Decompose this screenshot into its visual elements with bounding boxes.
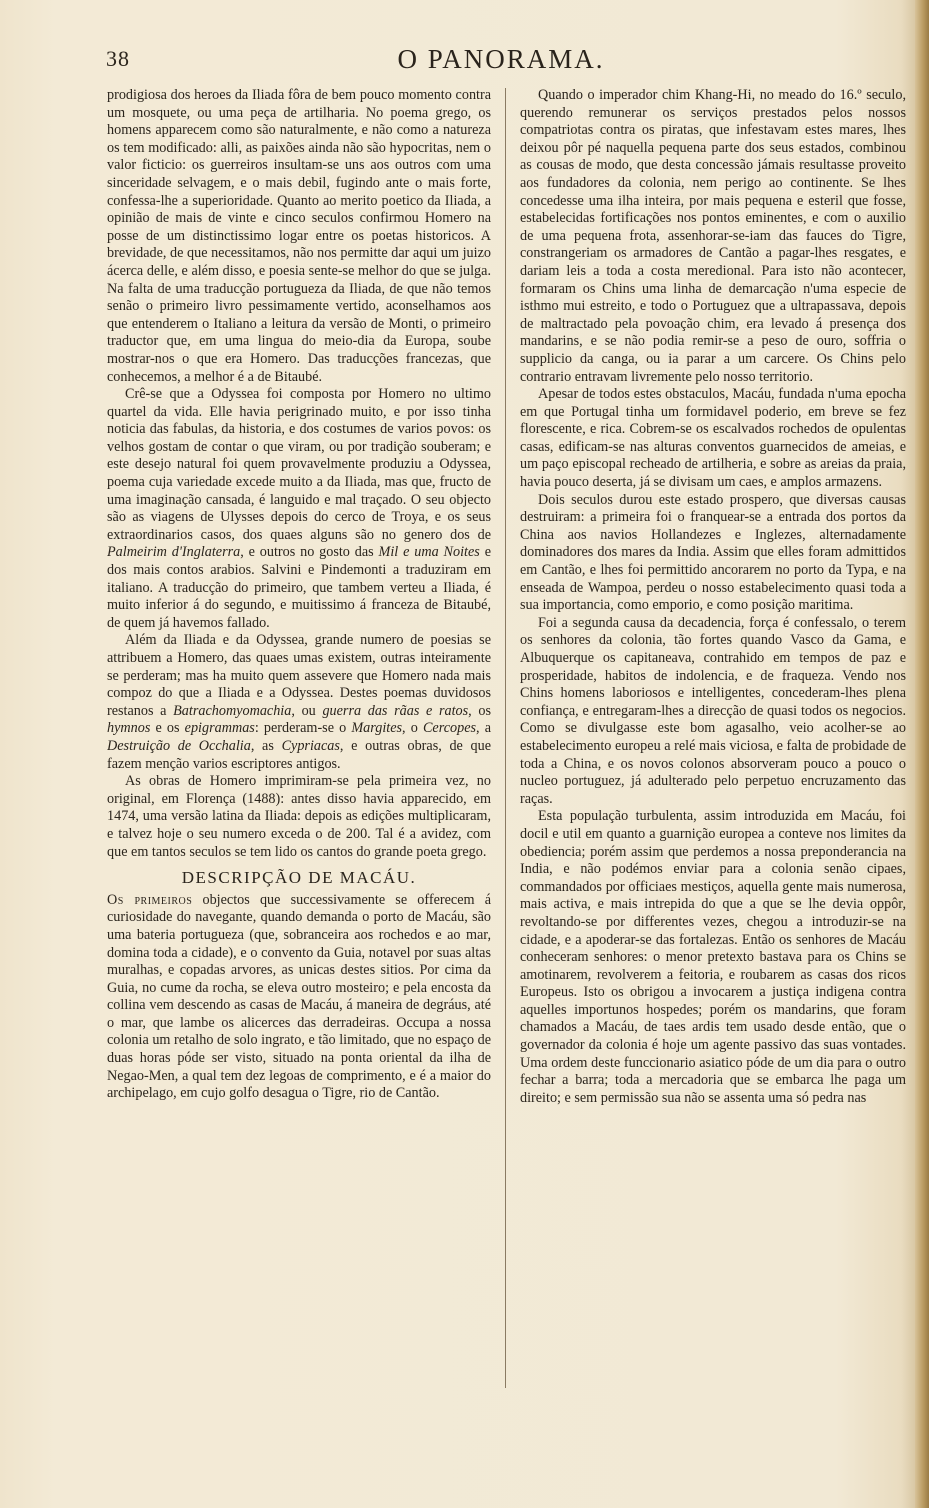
left-paragraph-1: prodigiosa dos heroes da Iliada fôra de bem pouco momento contra um mosquete, ou uma peça de artilharia. No poema grego, os homens apparecem como são naturalmente, e não como a natureza os tem modificado: alli, as paixões ainda não são hypocritas, nem o valor ficticio: os guerreiros insultam-se uns aos outros com uma sinceridade selvagem, e o mais debil, fugindo ante o mais forte, confessa-lhe a superioridade. Quanto ao merito poetico da Iliada, a opinião de mais de vinte e cinco seculos confirmou Homero na posse de um distinctissimo logar entre os poetas historicos. A brevidade, de que necessitamos, não nos permitte dar aqui um juizo ácerca delle, e além disso, e poesia sente-se melhor do que se julga. Na falta de uma traducção portugueza da Iliada, de que não temos senão o primeiro livro pessimamente vertido, aconselhamos aos que entenderem o Italiano a leitura da versão de Monti, o primeiro traductor que, em uma lingua do meio-dia da Europa, soube mostrar-nos o que era Homero. Das traducções francezas, que conhecemos, a melhor é a de Bitaubé. <box>107 87 491 385</box>
italic-title: epigrammas <box>184 720 255 737</box>
italic-title: Mil e uma Noites <box>378 544 480 561</box>
left-paragraph-2 <box>107 386 491 632</box>
right-paragraph-5: Esta população turbulenta, assim introduzida em Macáu, foi docil e util em quanto a guarnição europea a conteve nos limites da obediencia; porém assim que perdemos a nossa preponderancia na India, e não podémos enviar para a colonia senão cipaes, commandados por officiaes mestiços, aquella gente mais numerosa, mais activa, e mais intrepida do que a que se lhe devia oppôr, revoltando-se por differentes vezes, chegou a introduzir-se na cidade, e a apoderar-se das fortalezas. Então os senhores de Macáu conheceram senhores: o menor pretexto bastava para os Chins se amotinarem, revolverem a feitoria, e roubarem as casas dos ricos Europeus. Isto os obrigou a invocarem a justiça indigena contra aquelles importunos hospedes; porém os mandarins, que foram chamados a Macáu, de taes ardis tem usado desde então, que o governador da colonia é hoje um agente passivo das suas vontades. Uma ordem deste funccionario asiatico póde de um dia para o outro fechar a barra; toda a mercadoria que se embarca lhe paga um direito; e sem permissão sua não se assenta uma só pedra nas <box>520 808 906 1106</box>
page-edge <box>915 0 929 1508</box>
page-header <box>106 44 896 78</box>
small-caps-lead: Os primeiros <box>107 891 193 908</box>
italic-title: Palmeirim d'Inglaterra <box>107 544 241 561</box>
text-run: Crê-se que a Odyssea foi composta por Homero no ultimo quartel da vida. Elle havia perigrinado muito, e por isso tinha noticia das fabulas, da historia, e dos costumes de varios povos: os velhos gostam de contar o que viram, ou por tradição souberam; e este desejo natural foi quem provavelmente produziu a Odyssea, poema cuja variedade excede muito a da Iliada, mas que, fructo de uma imaginação cansada, é languido e mal traçado. O seu objecto são as viagens de Ulysses depois do cerco de Troya, e os seus extraordinarios casos, dos quaes alguns são no genero dos de <box>107 386 491 543</box>
right-paragraph-4: Foi a segunda causa da decadencia, força é confessalo, o terem os senhores da colonia, tão fortes quando Vasco da Gama, e Albuquerque os capitaneava, contrahido em tempos de paz e prosperidade, habitos de indolencia, e de fraqueza. Vendo nos Chins homens laboriosos e intelligentes, concederam-lhes plena confiança, e entregaram-lhes a direcção de quasi todos os negocios. Como se divulgasse este bom agasalho, veio acolher-se ao estabelecimento europeu a relé mais viciosa, e falta de probidade de toda a China, e os novos colonos absorveram pouco a pouco o nucleo portuguez, já adulterado pelo perpetuo encruzamento das raças. <box>520 614 906 807</box>
italic-title: guerra das rãas e ratos <box>322 702 469 719</box>
text-run: , a <box>476 720 491 737</box>
text-run: objectos que successivamente se offerecem á curiosidade do navegante, quando demanda o porto de Macáu, são uma bateria portugueza (que, sobranceira aos rochedos e ao mar, domina toda a cidade), e o convento da Guia, notavel por suas altas muralhas, e copadas arvores, as unicas destes sitios. Por cima da Guia, no cume da rocha, se eleva outro mosteiro; e pela encosta da collina vem descendo as casas de Macáu, á maneira de degráus, até o mar, que lambe os alicerces das derradeiras. Occupa a nossa colonia um retalho de solo ingrato, e tão limitado, que no espaço de duas horas póde ser visto, situado na ponta oriental da ilha de Negao-Men, a qual tem dez legoas de comprimento, e é a maior do archipelago, em cujo golfo desagua o Tigre, rio de Cantão. <box>107 891 491 1102</box>
left-column <box>107 87 491 1387</box>
text-run: , os <box>468 702 491 719</box>
right-column <box>520 87 906 1387</box>
right-paragraph-2: Apesar de todos estes obstaculos, Macáu, fundada n'uma epocha em que Portugal tinha um formidavel poderio, em breve se fez florescente, e rica. Cobrem-se os escalvados rochedos de opulentas casas, edificam-se nas alturas conventos guarnecidos de ameias, e um paço episcopal recheado de artilheria, e sobre as areias da praia, havia pouco deserta, já se divisam um caes, e amplos armazens. <box>520 386 906 491</box>
left-paragraph-3 <box>107 632 491 773</box>
italic-title: Destruição de Occhalia <box>107 737 251 754</box>
text-run: e dos mais contos arabios. Salvini e Pindemonti a traduziram em italiano. A traducção do primeiro, que tambem verteu a Iliada, é muito inferior á do segundo, e muitissimo á franceza de Bitaubé, de quem já havemos fallado. <box>107 544 491 631</box>
text-run: , as <box>250 737 282 754</box>
text-run: , e outros no gosto das <box>240 544 379 561</box>
left-paragraph-4: As obras de Homero imprimiram-se pela primeira vez, no original, em Florença (1488): antes disso havia apparecido, em 1474, uma versão latina da Iliada: depois as edições multiplicaram, e talvez hoje o seu numero exceda o de 200. Tal é a avidez, com que em tantos seculos se tem lido os cantos do grande poeta grego. <box>107 773 491 860</box>
italic-title: Margites <box>351 720 403 737</box>
section-heading: DESCRIPÇÃO DE MACÁU. <box>181 868 417 888</box>
left-paragraph-5 <box>107 892 491 1103</box>
right-paragraph-3: Dois seculos durou este estado prospero, que diversas causas destruiram: a primeira foi o franquear-se a entrada dos portos da China aos navios Hollandezes e Inglezes, alternadamente dominadores dos mares da India. Assim que elles foram admittidos em Cantão, e lhes foi permittido ancorarem no porto da Typa, e na enseada de Wampoa, perdeu o nosso estabelecimento quasi toda a sua importancia, como emporio, e como posição maritima. <box>520 491 906 614</box>
text-run: Além da Iliada e da Odyssea, grande numero de poesias se attribuem a Homero, das quaes umas existem, outras inteiramente se perderam; mas ha muito quem assevere que Homero nada mais compoz do que a Iliada e a Odyssea. Destes poemas duvidosos restanos a <box>107 632 491 719</box>
text-run: : perderam-se o <box>254 720 352 737</box>
page-number: 38 <box>106 46 130 71</box>
text-run: e os <box>150 720 185 737</box>
text-run: , ou <box>291 702 323 719</box>
italic-title: Cypriacas <box>281 737 340 754</box>
italic-title: Cercopes <box>422 720 477 737</box>
text-run: , o <box>402 720 423 737</box>
right-paragraph-1: Quando o imperador chim Khang-Hi, no meado do 16.º seculo, querendo remunerar os serviços prestados pelos nossos compatriotas contra os piratas, que infestavam estes mares, lhes deixou pôr pé naquella pequena parte dos seus estados, combinou as cousas de modo, que desta concessão jámais resultasse proveito aos fundadores da colonia, nem perigo ao continente. Se lhes concedesse uma ilha inteira, por mais pequena e esteril que fosse, estabelecidas fortificações nos pontos eminentes, e com o auxilio de uma pequena frota, assenhorar-se-iam das fauces do Tigre, constrangeriam os armadores de Cantão a pagar-lhes resgates, e dariam leis a toda a costa meredional. Para isto não acontecer, formaram os Chins uma linha de demarcação n'uma especie de isthmo mui estreito, e todo o Portuguez que a ultrapassava, depois de maltractado pela povoação chim, era levado á presença dos mandarins, e se não podia remir-se a peso de ouro, soffria o supplicio da canga, ou ia parar a um carcere. Os Chins pelo contrario entravam livremente pelo nosso territorio. <box>520 87 906 385</box>
italic-title: Batrachomyomachia <box>173 702 292 719</box>
text-run: , e outras obras, de que fazem menção varios escriptores antigos. <box>107 737 491 772</box>
column-divider <box>505 88 506 1388</box>
italic-title: hymnos <box>107 720 151 737</box>
running-title: O PANORAMA. <box>397 44 605 74</box>
